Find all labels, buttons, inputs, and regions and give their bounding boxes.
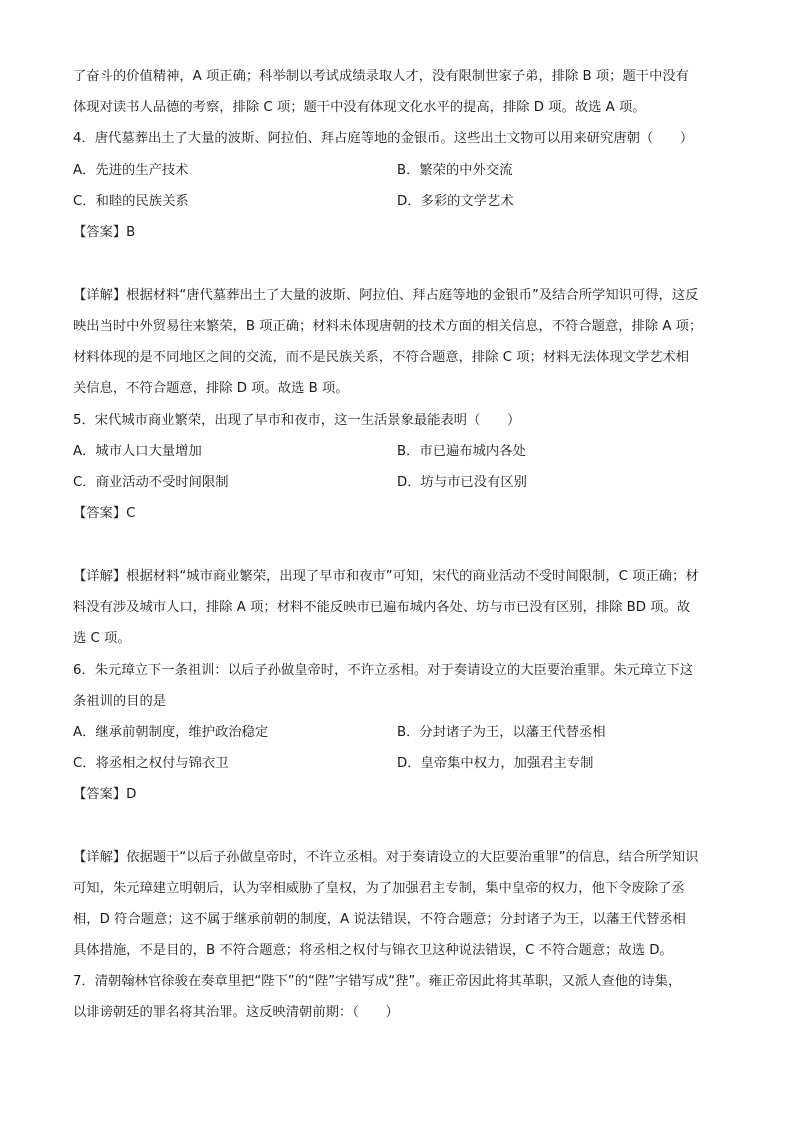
question-5-detail-line: 料没有涉及城市人口，排除 A 项；材料不能反映市已遍布城内各处、坊与市已没有区别，排除 BD 项。故 [73,600,691,615]
question-4-option-d: D．多彩的文学艺术 [397,194,514,209]
question-6-detail-line: 相，D 符合题意；这不属于继承前朝的制度，A 说法错误，不符合题意；分封诸子为王，以藩王代替丞相 [73,912,686,927]
question-4-stem: 4．唐代墓葬出土了大量的波斯、阿拉伯、拜占庭等地的金银币。这些出土文物可以用来研究唐朝（ ） [73,131,694,146]
question-6-stem: 6．朱元璋立下一条祖训：以后子孙做皇帝时，不许立丞相。对于奏请设立的大臣要治重罪。朱元璋立下这 [73,663,694,678]
question-4-option-b: B．繁荣的中外交流 [397,163,513,178]
question-4-detail-line: 【详解】根据材料“唐代墓葬出土了大量的波斯、阿拉伯、拜占庭等地的金银币”及结合所学知识可得，这反 [73,288,699,303]
question-6-option-b: B．分封诸子为王，以藩王代替丞相 [397,725,606,740]
question-5-answer: 【答案】C [73,506,136,521]
question-7-stem: 以诽谤朝廷的罪名将其治罪。这反映清朝前期：（ ） [73,1005,399,1020]
paragraph-line: 了奋斗的价值精神，A 项正确；科举制以考试成绩录取人才，没有限制世家子弟，排除 B 项；题干中没有 [73,69,689,84]
question-7-stem: 7．清朝翰林官徐骏在奏章里把“陛下”的“陛”字错写成“狴”。雍正帝因此将其革职，又派人查他的诗集， [73,974,682,989]
question-5-option-c: C．商业活动不受时间限制 [73,475,229,490]
question-5-detail-line: 选 C 项。 [73,631,131,646]
question-4-detail-line: 材料体现的是不同地区之间的交流，而不是民族关系，不符合题意，排除 C 项；材料无法体现文学艺术相 [73,350,690,365]
question-5-detail-line: 【详解】根据材料“城市商业繁荣，出现了早市和夜市”可知，宋代的商业活动不受时间限制，C 项正确；材 [73,569,699,584]
question-6-answer: 【答案】D [73,787,137,802]
question-6-option-a: A．继承前朝制度，维护政治稳定 [73,725,269,740]
question-4-option-a: A．先进的生产技术 [73,163,189,178]
paragraph-line: 体现对读书人品德的考察，排除 C 项；题干中没有体现文化水平的提高，排除 D 项。故选 A 项。 [73,100,646,115]
question-5-stem: 5．宋代城市商业繁荣，出现了早市和夜市，这一生活景象最能表明（ ） [73,413,521,428]
question-6-detail-line: 可知，朱元璋建立明朝后，认为宰相威胁了皇权，为了加强君主专制，集中皇帝的权力，他下令废除了丞 [73,881,685,896]
question-6-option-d: D．皇帝集中权力，加强君主专制 [397,756,594,771]
question-4-answer: 【答案】B [73,225,136,240]
question-6-detail-line: 具体措施，不是目的，B 不符合题意；将丞相之权付与锦衣卫这种说法错误，C 不符合题意；故选 D。 [73,943,673,958]
question-5-option-b: B．市已遍布城内各处 [397,444,526,459]
question-6-stem: 条祖训的目的是 [73,694,167,709]
question-6-option-c: C．将丞相之权付与锦衣卫 [73,756,229,771]
question-5-option-a: A．城市人口大量增加 [73,444,202,459]
question-4-detail-line: 映出当时中外贸易往来繁荣，B 项正确；材料未体现唐朝的技术方面的相关信息，不符合题意，排除 A 项； [73,319,703,334]
question-6-detail-line: 【详解】依据题干“以后子孙做皇帝时，不许立丞相。对于奏请设立的大臣要治重罪”的信息，结合所学知识 [73,850,699,865]
question-4-option-c: C．和睦的民族关系 [73,194,189,209]
question-5-option-d: D．坊与市已没有区别 [397,475,527,490]
question-4-detail-line: 关信息，不符合题意，排除 D 项。故选 B 项。 [73,381,349,396]
